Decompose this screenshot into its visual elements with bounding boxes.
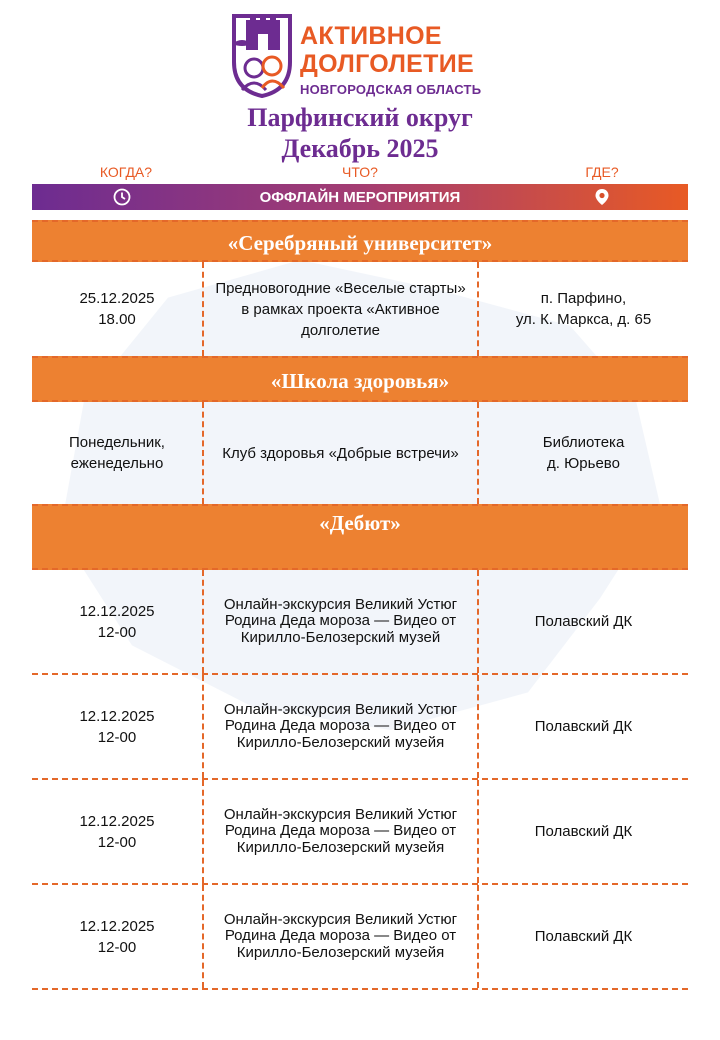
- column-header-what: ЧТО?: [342, 164, 378, 180]
- page-title: Парфинский округ: [247, 103, 473, 132]
- event-title: Клуб здоровья «Добрые встречи»: [202, 402, 479, 504]
- column-header-where: ГДЕ?: [585, 164, 619, 180]
- event-date: Понедельник, еженедельно: [69, 434, 165, 472]
- section-header: [32, 356, 688, 402]
- section-title: «Школа здоровья»: [270, 369, 450, 393]
- logo-text-longevity: ДОЛГОЛЕТИЕ: [300, 50, 474, 78]
- table-row: [32, 675, 688, 780]
- event-location: Полавский ДК: [534, 613, 633, 630]
- page-subtitle: Декабрь 2025: [281, 134, 439, 163]
- table-row: [32, 570, 688, 675]
- event-title: Онлайн-экскурсия Великий Устюг Родина Деда мороза — Видео от Кирилло-Белозерский музейя: [202, 675, 479, 778]
- section-header: [32, 504, 688, 570]
- event-title: Онлайн-экскурсия Великий Устюг Родина Деда мороза — Видео от Кирилло-Белозерский музейя: [202, 780, 479, 883]
- offline-events-bar: [32, 184, 688, 210]
- table-row: [32, 780, 688, 885]
- event-location: Библиотека д. Юрьево: [542, 434, 625, 472]
- event-location: п. Парфино, ул. К. Маркса, д. 65: [515, 290, 652, 328]
- section-title: «Серебряный университет»: [227, 231, 493, 255]
- event-location: Полавский ДК: [534, 823, 633, 840]
- event-title: Предновогодние «Веселые старты» в рамках проекта «Активное долголетие: [202, 262, 479, 356]
- section-title: «Дебют»: [319, 511, 401, 535]
- column-header-when: КОГДА?: [99, 164, 153, 180]
- event-date: 12.12.2025 12-00: [79, 707, 155, 746]
- event-date: 12.12.2025 12-00: [79, 812, 155, 851]
- event-location: Полавский ДК: [534, 718, 633, 735]
- table-row: [32, 402, 688, 504]
- event-title: Онлайн-экскурсия Великий Устюг Родина Деда мороза — Видео от Кирилло-Белозерский музейя: [202, 885, 479, 988]
- event-date: 12.12.2025 12-00: [79, 602, 155, 641]
- logo: [228, 10, 498, 98]
- logo-emblem-icon: [228, 10, 296, 98]
- table-row: [32, 262, 688, 356]
- offline-events-label: ОФФЛАЙН МЕРОПРИЯТИЯ: [259, 189, 461, 206]
- table-row: [32, 885, 688, 990]
- logo-text-region: НОВГОРОДСКАЯ ОБЛАСТЬ: [300, 82, 482, 97]
- event-date: 12.12.2025 12-00: [79, 917, 155, 956]
- event-location: Полавский ДК: [534, 928, 633, 945]
- section-header: [32, 220, 688, 262]
- event-title: Онлайн-экскурсия Великий Устюг Родина Деда мороза — Видео от Кирилло-Белозерский музей: [202, 570, 479, 673]
- logo-text-active: АКТИВНОЕ: [300, 22, 442, 50]
- location-pin-icon: [592, 187, 612, 207]
- event-date: 25.12.2025 18.00: [79, 290, 155, 328]
